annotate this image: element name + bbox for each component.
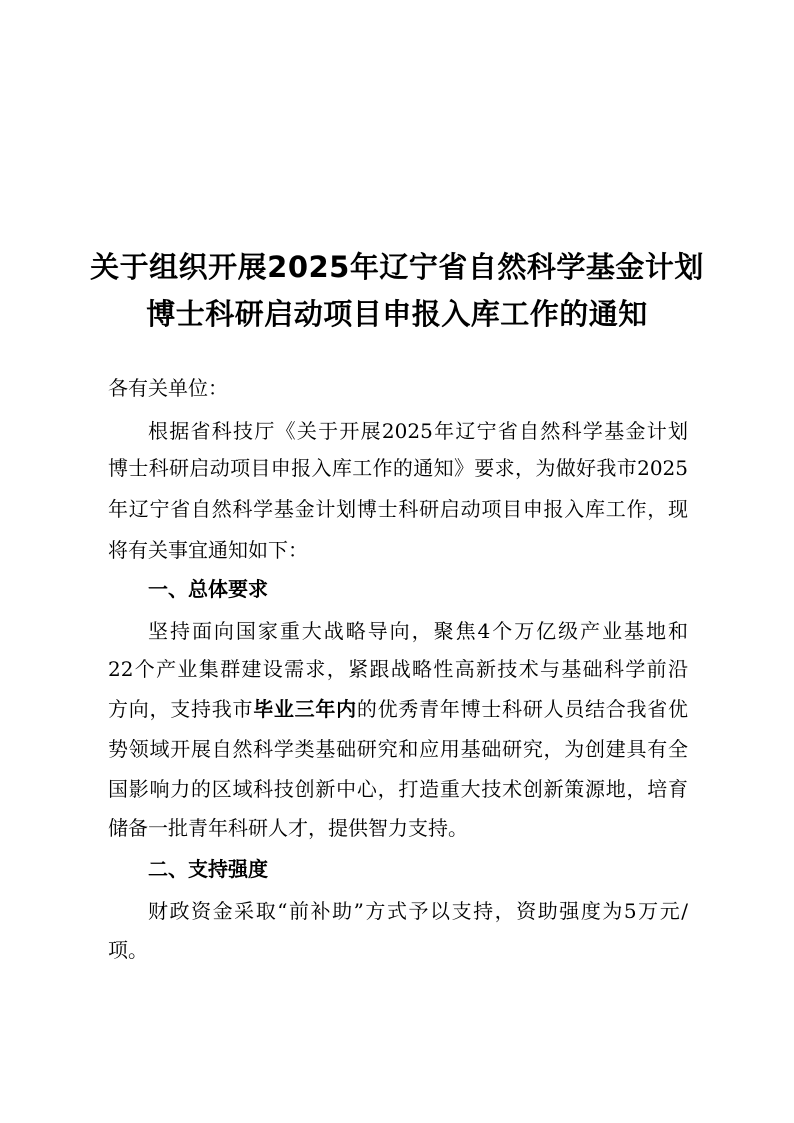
text-run: 的优秀青年博士科研人员结合我省优 — [356, 697, 689, 721]
text-run: 方向，支持我市 — [108, 697, 254, 721]
section-heading: 二、支持强度 — [148, 857, 268, 881]
paragraph-line: 储备一批青年科研人才，提供智力支持。 — [108, 816, 468, 840]
paragraph-line: 坚持面向国家重大战略导向，聚焦4个万亿级产业基地和 — [148, 619, 688, 643]
intro-line: 博士科研启动项目申报入库工作的通知》要求，为做好我市2025 — [108, 456, 688, 480]
salutation: 各有关单位： — [108, 376, 228, 400]
paragraph-line: 国影响力的区域科技创新中心，打造重大技术创新策源地，培育 — [108, 777, 688, 801]
title-line-1: 关于组织开展2025年辽宁省自然科学基金计划 — [90, 250, 704, 284]
intro-line: 根据省科技厅《关于开展2025年辽宁省自然科学基金计划 — [148, 419, 688, 443]
section-heading: 一、总体要求 — [148, 577, 268, 601]
intro-line: 将有关事宜通知如下： — [108, 538, 308, 562]
intro-line: 年辽宁省自然科学基金计划博士科研启动项目申报入库工作，现 — [108, 497, 688, 521]
paragraph-line: 项。 — [108, 938, 148, 962]
title-line-2: 博士科研启动项目申报入库工作的通知 — [146, 297, 648, 331]
paragraph-line: 势领域开展自然科学类基础研究和应用基础研究，为创建具有全 — [108, 737, 688, 761]
paragraph-line: 财政资金采取“前补助”方式予以支持，资助强度为5万元/ — [148, 899, 688, 923]
paragraph-line — [108, 695, 688, 723]
paragraph-line: 22个产业集群建设需求，紧跟战略性高新技术与基础科学前沿 — [108, 657, 688, 681]
emphasis-text: 毕业三年内 — [253, 697, 357, 721]
